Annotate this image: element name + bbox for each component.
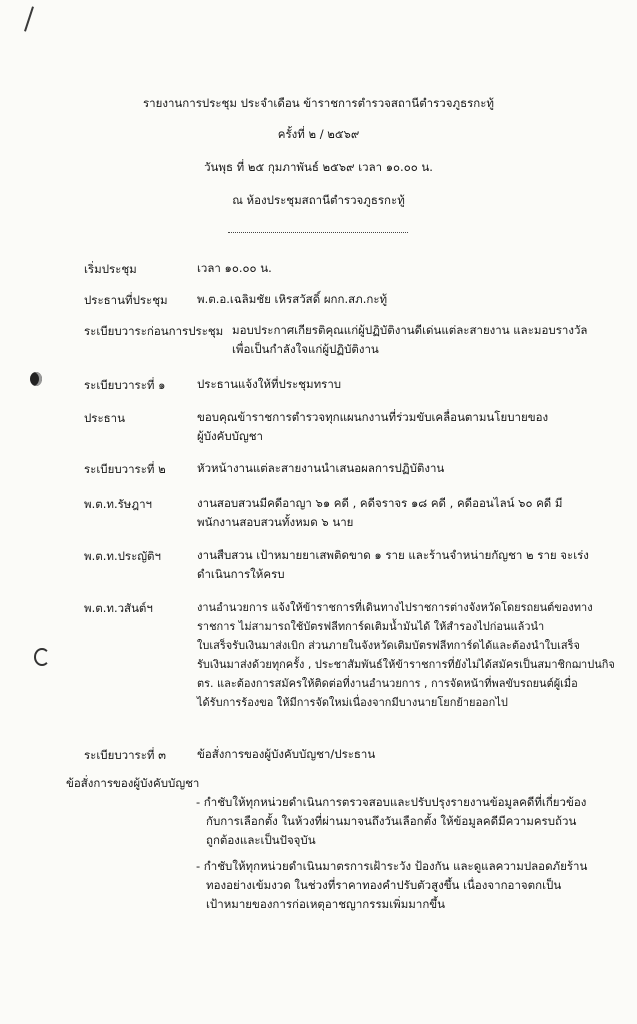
orders-heading: ข้อสั่งการของผู้บังคับบัญชา	[66, 776, 200, 790]
separator-dots	[228, 232, 408, 233]
punch-hole-upper	[30, 372, 42, 386]
order-bullet: - กำชับให้ทุกหน่วยดำเนินมาตรการเฝ้าระวัง ป้องกัน และดูแลความปลอดภัยร้าน ทองอย่างเข้มงวด ในช่วงที่ราคาทองคำปรับตัวสูงขึ้น เนื่องจากอาจตกเป็น เป้าหมายของการก่อเหตุอาชญากรรมเพิ่มมากขึ้น	[196, 859, 588, 911]
scan-mark	[24, 6, 34, 31]
item-value: ประธานแจ้งให้ที่ประชุมทราบ	[197, 377, 342, 391]
item-label: ระเบียบวาระที่ ๒	[84, 462, 166, 476]
item-value: มอบประกาศเกียรติคุณแก่ผู้ปฏิบัติงานดีเด่นแต่ละสายงาน และมอบรางวัล เพื่อเป็นกำลังใจแก่ผู้ปฏิบัติงาน	[232, 323, 588, 356]
meeting-venue: ณ ห้องประชุมสถานีตำรวจภูธรกะทู้	[232, 193, 405, 207]
item-value: หัวหน้างานแต่ละสายงานนำเสนอผลการปฏิบัติงาน	[197, 461, 445, 475]
report-title: รายงานการประชุม ประจำเดือน ข้าราชการตำรวจสถานีตำรวจภูธรกะทู้	[142, 96, 495, 110]
item-label: ระเบียบวาระก่อนการประชุม	[84, 324, 224, 338]
order-bullet: - กำชับให้ทุกหน่วยดำเนินการตรวจสอบและปรับปรุงรายงานข้อมูลคดีที่เกี่ยวข้อง กับการเลือกตั้ง ในห้วงที่ผ่านมาจนถึงวันเลือกตั้ง ให้ข้อมูลคดีมีความครบถ้วน ถูกต้องและเป็นปัจจุบัน	[196, 795, 587, 847]
item-label: พ.ต.ท.รัษฎาฯ	[84, 497, 152, 511]
item-label: ระเบียบวาระที่ ๑	[84, 378, 166, 392]
item-value: ขอบคุณข้าราชการตำรวจทุกแผนกงานที่ร่วมขับเคลื่อนตามนโยบายของ ผู้บังคับบัญชา	[197, 410, 549, 443]
item-label: พ.ต.ท.วสันต์ฯ	[84, 601, 153, 615]
item-label: ประธานที่ประชุม	[84, 293, 168, 307]
item-label: ระเบียบวาระที่ ๓	[84, 748, 166, 762]
item-value: งานอำนวยการ แจ้งให้ข้าราชการที่เดินทางไปราชการต่างจังหวัดโดยรถยนต์ของทาง ราชการ ไม่สามารถใช้บัตรฟลีทการ์ดเติมน้ำมันได้ ให้สำรองไปก่อนแล้วนำ ใบเสร็จรับเงินมาส่งเบิก ส่วนภายในจังหวัดเติมบัตรฟลีทการ์ดได้และต้องนำใบเสร็จ รับเงินมาส่งด้วยทุกครั้ง , ประชาสัมพันธ์ให้ข้าราชการที่ยังไม่ได้สมัครเป็นสมาชิกฌาปนกิจ ตร. และต้องการสมัครให้ติดต่อที่งานอำนวยการ , การจัดหน้าที่พลขับรถยนต์ผู้เมื่อ ได้รับการร้องขอ ให้มีการจัดใหม่เนื่องจากมีบางนายโยกย้ายออกไป	[197, 601, 615, 709]
item-value: ข้อสั่งการของผู้บังคับบัญชา/ประธาน	[197, 747, 376, 761]
item-value: งานสอบสวนมีคดีอาญา ๖๑ คดี , คดีจราจร ๑๘ คดี , คดีออนไลน์ ๖๐ คดี มี พนักงานสอบสวนทั้งหมด ๖ นาย	[197, 496, 563, 529]
session-number: ครั้งที่ ๒ / ๒๕๖๙	[277, 127, 360, 141]
punch-hole-lower	[34, 648, 50, 666]
item-label: ประธาน	[84, 411, 125, 425]
item-label: เริ่มประชุม	[84, 262, 137, 276]
item-value: เวลา ๑๐.๐๐ น.	[197, 261, 272, 275]
item-value: พ.ต.อ.เฉลิมชัย เหิรสวัสดิ์ ผกก.สภ.กะทู้	[197, 292, 388, 306]
item-value: งานสืบสวน เป้าหมายยาเสพติดขาด ๑ ราย และร้านจำหน่ายกัญชา ๒ ราย จะเร่ง ดำเนินการให้ครบ	[197, 548, 589, 581]
item-label: พ.ต.ท.ประญัติฯ	[84, 549, 161, 563]
meeting-datetime: วันพุธ ที่ ๒๕ กุมภาพันธ์ ๒๕๖๙ เวลา ๑๐.๐๐ น.	[204, 160, 433, 174]
